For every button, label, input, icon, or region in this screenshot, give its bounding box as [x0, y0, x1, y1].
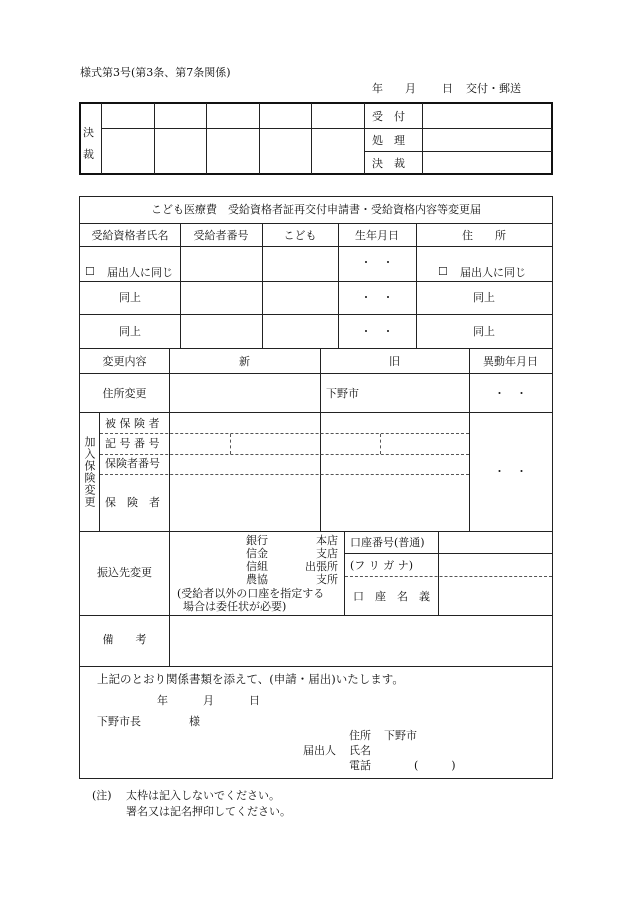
same-above-name-3: 同上: [119, 325, 141, 338]
furigana-label: (フ リ ガ ナ): [350, 559, 414, 572]
symbol-number-label: 記 号 番 号: [105, 437, 160, 450]
address-change-date-dots: ・ ・: [494, 387, 527, 400]
honorific: 様: [189, 715, 200, 728]
applicant-address-label: 住所: [349, 729, 371, 742]
insured-label: 被 保 険 者: [105, 417, 160, 430]
bank-type-nokyo: 農協: [246, 573, 268, 586]
sign-month: 月: [203, 694, 214, 707]
same-applicant-checkbox-2[interactable]: ☐: [438, 265, 448, 278]
hdr-old: 旧: [389, 355, 400, 368]
address-change-label: 住所変更: [102, 387, 147, 400]
applicant-name-label: 氏名: [349, 744, 371, 757]
approval-box: [79, 102, 553, 175]
sign-day: 日: [249, 694, 260, 707]
bank-note-1: (受給者以外の口座を指定する: [177, 587, 325, 600]
account-number-label: 口座番号(普通): [350, 536, 425, 549]
branch-sub: 支所: [316, 573, 338, 586]
same-above-address-3: 同上: [473, 325, 495, 338]
same-applicant-checkbox-1[interactable]: ☐: [85, 265, 95, 278]
addressee: 下野市長: [97, 715, 141, 728]
hdr-change-content: 変更内容: [102, 355, 147, 368]
same-applicant-label-1: 届出人に同じ: [107, 266, 173, 279]
form-number: 様式第3号(第3条、第7条関係): [80, 66, 231, 79]
same-above-address-2: 同上: [473, 291, 495, 304]
birth-dots-1: ・ ・: [360, 256, 394, 269]
hdr-recipient-name: 受給資格者氏名: [91, 229, 169, 242]
hdr-change-date: 異動年月日: [483, 355, 538, 368]
approval-process: 処 理: [372, 134, 405, 147]
notes-prefix: (注): [92, 789, 112, 802]
birth-dots-3: ・ ・: [360, 325, 394, 338]
applicant-address-value: 下野市: [384, 729, 417, 742]
approval-receive: 受 付: [372, 110, 405, 123]
approval-label: 決 裁: [83, 126, 94, 161]
birth-dots-2: ・ ・: [360, 291, 394, 304]
notes-line-1: 太枠は記入しないでください。: [126, 789, 280, 802]
delivery-day: 日: [442, 82, 453, 95]
sign-year: 年: [157, 694, 168, 707]
branch-branch: 支店: [316, 547, 338, 560]
hdr-birthdate: 生年月日: [355, 229, 399, 242]
remarks-label: 備 考: [102, 633, 147, 646]
delivery-year: 年: [372, 82, 383, 95]
form-title: こども医療費 受給資格者証再交付申請書・受給資格内容等変更届: [151, 203, 481, 216]
bank-type-shinkin: 信金: [246, 547, 268, 560]
same-applicant-label-2: 届出人に同じ: [460, 266, 526, 279]
bank-type-bank: 銀行: [246, 534, 268, 547]
insurance-change-label: 加入保険変更: [83, 436, 96, 508]
bank-note-2: 場合は委任状が必要): [183, 600, 287, 613]
applicant-phone-parens: ( ): [414, 759, 456, 772]
applicant-phone-label: 電話: [349, 759, 371, 772]
approval-decision: 決 裁: [372, 157, 405, 170]
applicant-label: 届出人: [303, 744, 336, 757]
hdr-address: 住 所: [462, 229, 506, 242]
branch-main: 本店: [316, 534, 338, 547]
insurance-change-date-dots: ・ ・: [494, 465, 527, 478]
insurer-number-label: 保険者番号: [105, 457, 160, 470]
old-city: 下野市: [326, 387, 359, 400]
delivery-month: 月: [405, 82, 416, 95]
hdr-child: こども: [283, 229, 317, 242]
declaration: 上記のとおり関係書類を添えて、(申請・届出)いたします。: [97, 672, 404, 686]
delivery-method: 交付・郵送: [466, 82, 521, 95]
main-form: [79, 196, 553, 779]
bank-change-label: 振込先変更: [97, 566, 152, 579]
bank-type-shinkumi: 信組: [246, 560, 268, 573]
account-name-label: 口 座 名 義: [353, 590, 430, 603]
notes-line-2: 署名又は記名押印してください。: [126, 805, 291, 818]
hdr-new: 新: [239, 355, 250, 368]
branch-office: 出張所: [305, 560, 338, 573]
hdr-recipient-number: 受給者番号: [193, 229, 249, 242]
same-above-name-2: 同上: [119, 291, 141, 304]
insurer-label: 保 険 者: [105, 496, 160, 509]
